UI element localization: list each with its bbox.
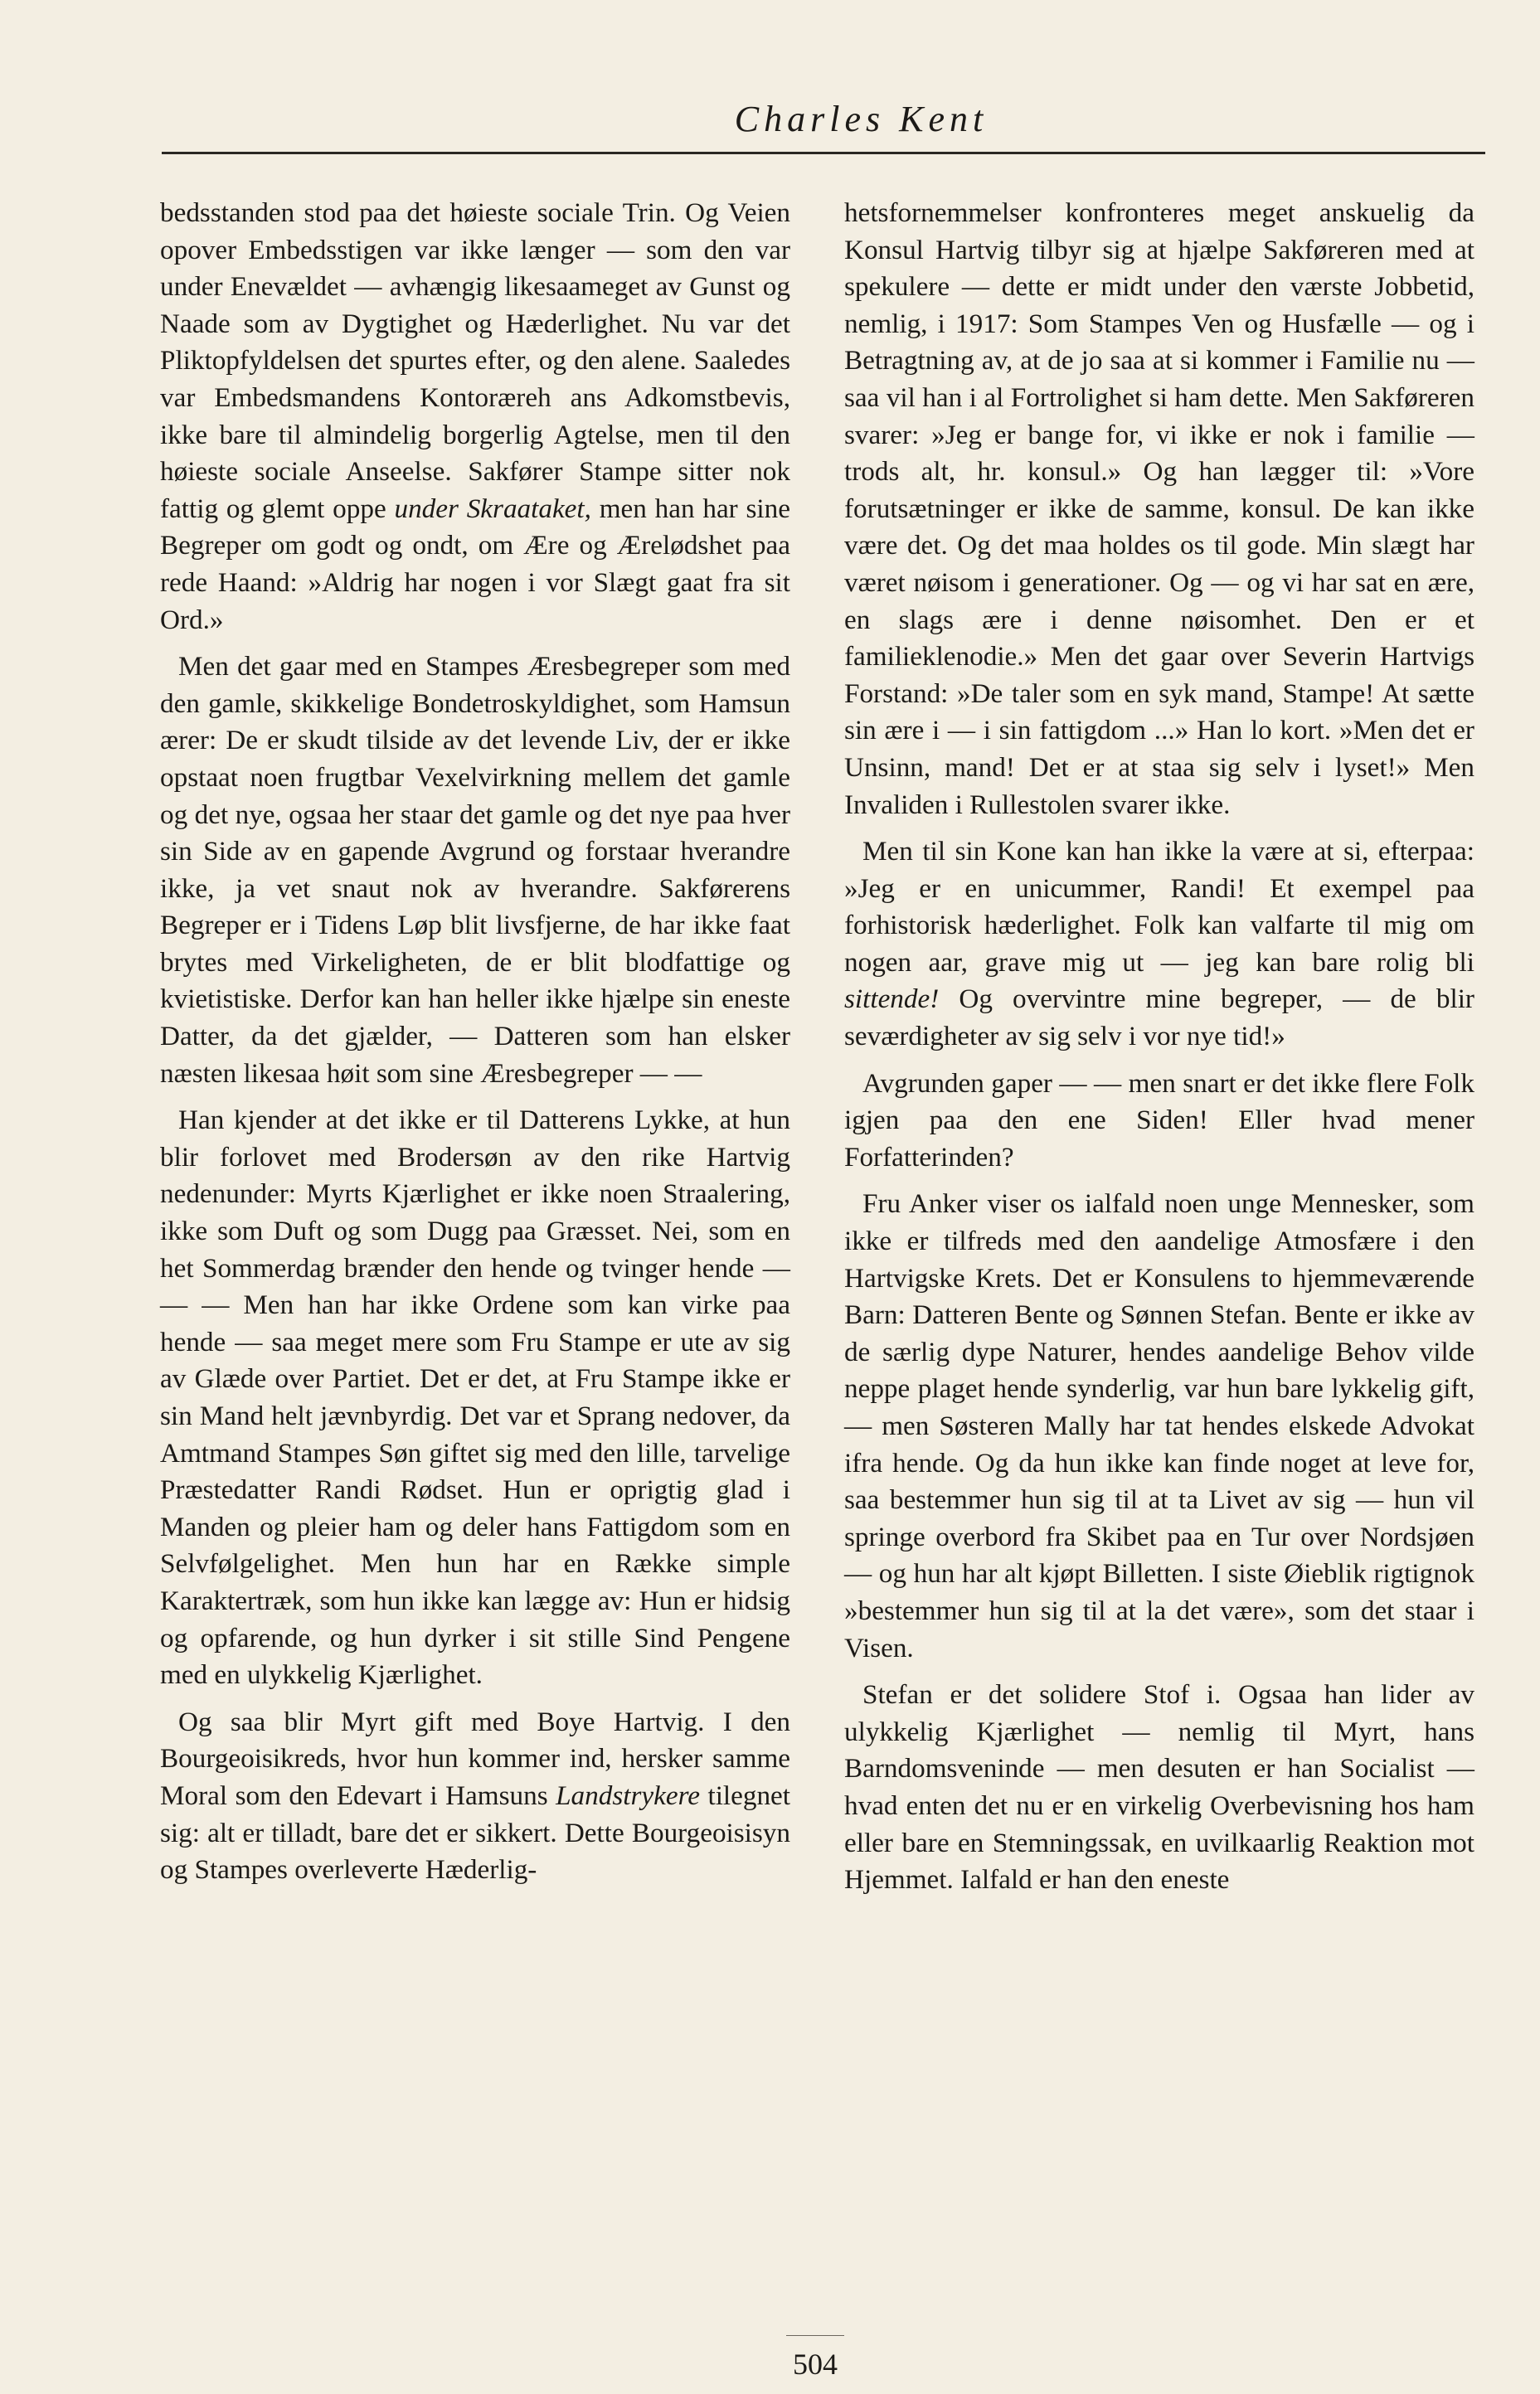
- paragraph-text: tilegnet sig: alt er tilladt, bare det er sikkert. Dette Bourgeoisisyn og Stampes overleverte Hæderlig-: [160, 1780, 790, 1886]
- paragraph-text: men han har sine Begreper om godt og ondt, om Ære og Ærelødshet paa rede Haand: »Aldrig har nogen i vor Slægt gaat fra sit Ord.»: [160, 493, 790, 635]
- running-title: Charles Kent: [734, 99, 989, 139]
- paragraph-text: Og overvintre mine begreper, — de blir seværdigheter av sig selv i vor nye tid!»: [844, 983, 1474, 1052]
- header-rule: [162, 152, 1485, 154]
- paragraph: Stefan er det solidere Stof i. Ogsaa han lider av ulykkelig Kjærlighet — nemlig til Myrt, hans Barndomsveninde — men desuten er han Socialist — hvad enten det nu er en virkelig Overbevisning hos ham eller bare en Stemningssak, en uvilkaarlig Reaktion mot Hjemmet. Ialfald er han den eneste: [844, 1679, 1474, 1896]
- paragraph-text: Og saa blir Myrt gift med Boye Hartvig. I den Bourgeoisikreds, hvor hun kommer ind, hersker samme Moral som den Edevart i Hamsuns: [160, 1706, 790, 1811]
- right-column: [844, 195, 1474, 1899]
- paragraph-text: bedsstanden stod paa det høieste sociale Trin. Og Veien opover Embedsstigen var ikke længer — som den var under Enevældet — avhængig likesaameget av Gunst og Naade som av Dygtighet og Hæderlighet. Nu var det Pliktopfyldelsen det spurtes efter, og den alene. Saaledes var Embedsmandens Kontoræreh ans Adkomstbevis, ikke bare til almindelig borgerlig Agtelse, men til den høieste sociale Anseelse. Sakfører Stampe sitter nok fattig og glemt oppe: [160, 197, 790, 524]
- paragraph: [160, 195, 790, 639]
- page-number: 504: [793, 2348, 838, 2381]
- paragraph: Avgrunden gaper — — men snart er det ikke flere Folk igjen paa den ene Siden! Eller hvad mener Forfatterinden?: [844, 1067, 1474, 1173]
- paragraph: [844, 833, 1474, 1056]
- paragraph: Men det gaar med en Stampes Æresbegreper som med den gamle, skikkelige Bondetroskyldighet, som Hamsun ærer: De er skudt tilside av det levende Liv, der er ikke opstaat noen frugtbar Vexelvirkning mellem det gamle og det nye, ogsaa her staar det gamle og det nye paa hver sin Side av en gapende Avgrund og forstaar hverandre ikke, ja vet snaut nok av hverandre. Sakførerens Begreper er i Tidens Løp blit livsfjerne, de har ikke faat brytes med Virkeligheten, de er blit blodfattige og kvietistiske. Derfor kan han heller ikke hjælpe sin eneste Datter, da det gjælder, — Datteren som han elsker næsten likesaa høit som sine Æresbegreper — —: [160, 651, 790, 1089]
- paragraph-text: Men til sin Kone kan han ikke la være at si, efterpaa: »Jeg er en unicummer, Randi! Et exempel paa forhistorisk hæderlighet. Folk kan valfarte til mig om nogen aar, grave mig ut — jeg kan bare rolig bli: [844, 836, 1474, 978]
- emphasis-text: sittende!: [844, 983, 940, 1015]
- folio-rule: [786, 2335, 844, 2336]
- paragraph: Fru Anker viser os ialfald noen unge Mennesker, som ikke er tilfreds med den aandelige Atmosfære i den Hartvigske Krets. Det er Konsulens to hjemmeværende Barn: Datteren Bente og Sønnen Stefan. Bente er ikke av de særlig dype Naturer, hendes aandelige Behov vilde neppe plaget hende synderlig, var hun bare lykkelig gift, — men Søsteren Mally har tat hendes elskede Advokat ifra hende. Og da hun ikke kan finde noget at leve for, saa bestemmer hun sig til at ta Livet av sig — hun vil springe overbord fra Skibet paa en Tur over Nordsjøen — og hun har alt kjøpt Billetten. I siste Øieblik rigtignok »bestemmer hun sig til at la det være», som det staar i Visen.: [844, 1188, 1474, 1663]
- paragraph: [160, 1704, 790, 1889]
- emphasis-text: under Skraataket,: [394, 493, 591, 524]
- emphasis-text: Landstrykere: [556, 1780, 700, 1811]
- paragraph: hetsfornemmelser konfronteres meget anskuelig da Konsul Hartvig tilbyr sig at hjælpe Sakføreren med at spekulere — dette er midt under den værste Jobbetid, nemlig, i 1917: Som Stampes Ven og Husfælle — og i Betragtning av, at de jo saa at si kommer i Familie nu — saa vil han i al Fortrolighet si ham dette. Men Sakføreren svarer: »Jeg er bange for, vi ikke er nok i familie — trods alt, hr. konsul.» Og han lægger til: »Vore forutsætninger er ikke de samme, konsul. De kan ikke være det. Og det maa holdes os til gode. Min slægt har været nøisom i generationer. Og — og vi har sat en ære, en slags ære i denne nøisomhet. Den er et familieklenodie.» Men det gaar over Severin Hartvigs Forstand: »De taler som en syk mand, Stampe! At sætte sin ære i — i sin fattigdom ...» Han lo kort. »Men det er Unsinn, mand! Det er at staa sig selv i lyset!» Men Invaliden i Rullestolen svarer ikke.: [844, 197, 1474, 820]
- paragraph: Han kjender at det ikke er til Datterens Lykke, at hun blir forlovet med Brodersøn av den rike Hartvig nedenunder: Myrts Kjærlighet er ikke noen Straalering, ikke som Duft og som Dugg paa Græsset. Nei, som en het Sommerdag brænder den hende og tvinger hende — — — Men han har ikke Ordene som kan virke paa hende — saa meget mere som Fru Stampe er ute av sig av Glæde over Partiet. Det er det, at Fru Stampe ikke er sin Mand helt jævnbyrdig. Det var et Sprang nedover, da Amtmand Stampes Søn giftet sig med den lille, tarvelige Præstedatter Randi Rødset. Hun er oprigtig glad i Manden og pleier ham og deler hans Fattigdom som en Selvfølgelighet. Men hun har en Række simple Karaktertræk, som hun ikke kan lægge av: Hun er hidsig og opfarende, og hun dyrker i sit stille Sind Pengene med en ulykkelig Kjærlighet.: [160, 1105, 790, 1691]
- left-column: [160, 195, 790, 1889]
